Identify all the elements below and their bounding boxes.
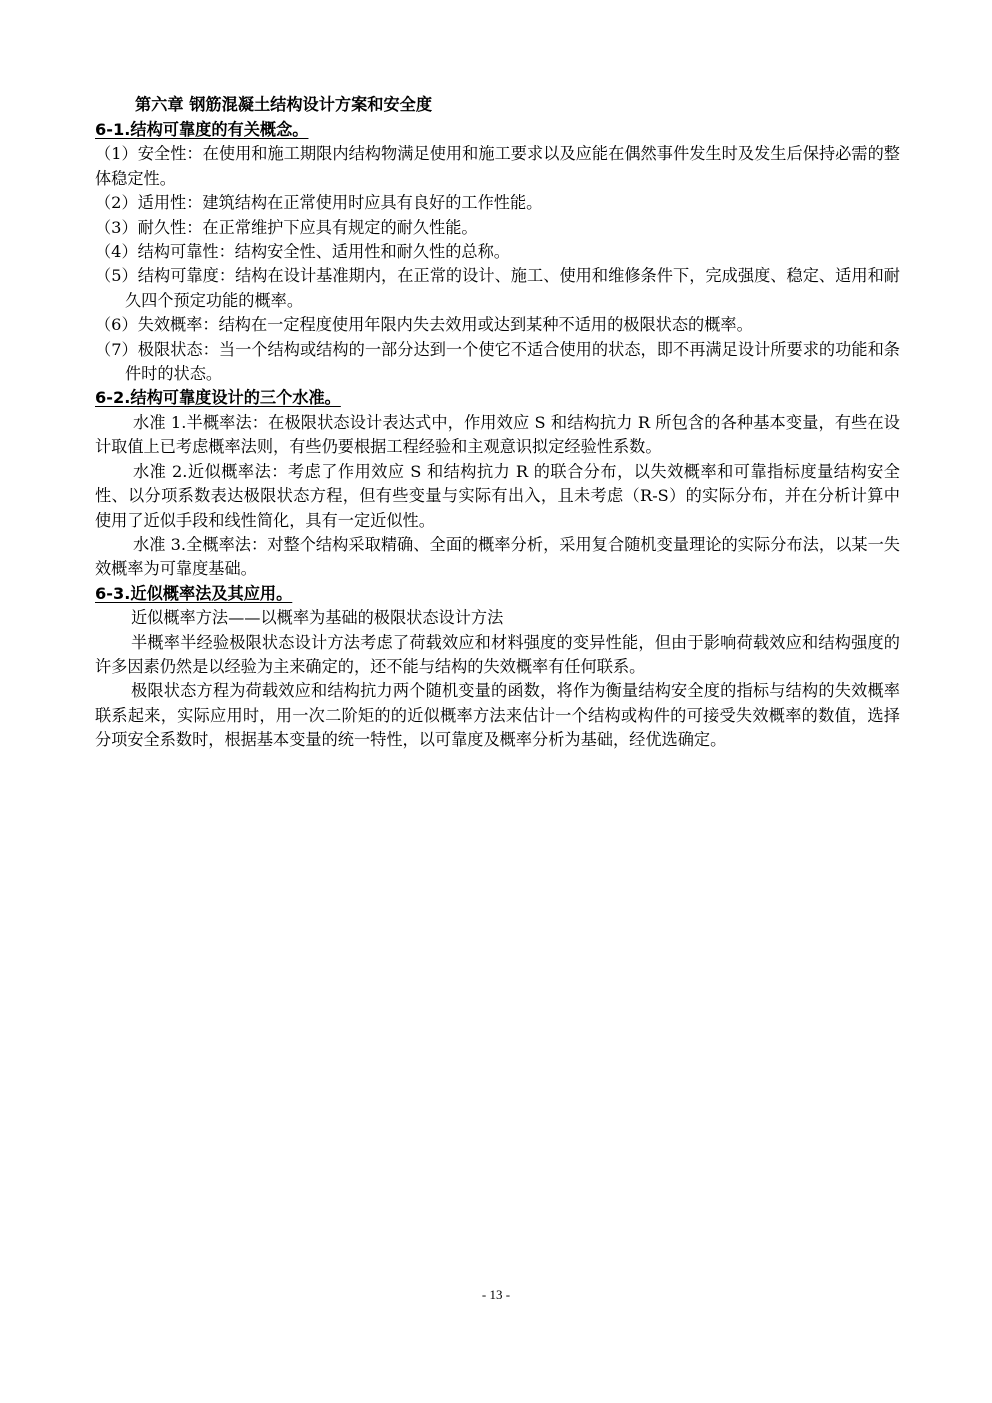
concept-definition-list <box>95 142 900 386</box>
definition-reliability: （4）结构可靠性：结构安全性、适用性和耐久性的总称。 <box>95 242 510 262</box>
definition-limit-state: （7）极限状态：当一个结构或结构的一部分达到一个使它不适合使用的状态，即不再满足设计所要求的功能和条件时的状态。 <box>95 339 900 384</box>
chapter-title: 第六章 钢筋混凝土结构设计方案和安全度 <box>135 95 433 114</box>
section-heading-6-1 <box>95 118 900 142</box>
page-number: - 13 - <box>481 1287 511 1302</box>
semi-probability-paragraph: 半概率半经验极限状态设计方法考虑了荷载效应和材料强度的变异性能，但由于影响荷载效应和结构强度的许多因素仍然是以经验为主来确定的，还不能与结构的失效概率有任何联系。 <box>95 632 900 676</box>
definition-reliability-degree: （5）结构可靠度：结构在设计基准期内，在正常的设计、施工、使用和维修条件下，完成强度、稳定、适用和耐久四个预定功能的概率。 <box>95 266 900 310</box>
section-heading-6-3-text: 6-3.近似概率法及其应用。 <box>95 583 293 603</box>
definition-durability: （3）耐久性：在正常维护下应具有规定的耐久性能。 <box>95 217 478 237</box>
definition-failure-probability: （6）失效概率：结构在一定程度使用年限内失去效用或达到某种不适用的极限状态的概率。 <box>95 315 753 335</box>
section-heading-6-2-text: 6-2.结构可靠度设计的三个水准。 <box>95 388 341 408</box>
section-heading-6-3 <box>95 582 900 606</box>
level-2-paragraph: 水准 2.近似概率法：考虑了作用效应 S 和结构抗力 R 的联合分布，以失效概率和可靠指标度量结构安全性、以分项系数表达极限状态方程，但有些变量与实际有出入，且未考虑（R-S）的实际分布，并在分析计算中使用了近似手段和线性简化，具有一定近似性。 <box>95 461 900 530</box>
section-heading-6-1-text: 6-1.结构可靠度的有关概念。 <box>95 120 309 139</box>
section-heading-6-2 <box>95 386 900 410</box>
limit-state-equation-paragraph: 极限状态方程为荷载效应和结构抗力两个随机变量的函数，将作为衡量结构安全度的指标与结构的失效概率联系起来，实际应用时，用一次二阶矩的的近似概率方法来估计一个结构或构件的可接受失效概率的数值，选择分项安全系数时，根据基本变量的统一特性，以可靠度及概率分析为基础，经优选确定。 <box>95 681 900 750</box>
level-3-paragraph: 水准 3.全概率法：对整个结构采取精确、全面的概率分析，采用复合随机变量理论的实际分布法，以某一失效概率为可靠度基础。 <box>95 534 900 579</box>
approx-method-subtitle: 近似概率方法——以概率为基础的极限状态设计方法 <box>131 608 504 628</box>
level-1-paragraph: 水准 1.半概率法：在极限状态设计表达式中，作用效应 S 和结构抗力 R 所包含的各种基本变量，有些在设计取值上已考虑概率法则，有些仍要根据工程经验和主观意识拟定经验性系数。 <box>95 412 900 457</box>
document-page <box>95 92 900 753</box>
definition-applicability: （2）适用性：建筑结构在正常使用时应具有良好的工作性能。 <box>95 193 543 213</box>
definition-safety: （1）安全性：在使用和施工期限内结构物满足使用和施工要求以及应能在偶然事件发生时及发生后保持必需的整体稳定性。 <box>95 144 900 188</box>
